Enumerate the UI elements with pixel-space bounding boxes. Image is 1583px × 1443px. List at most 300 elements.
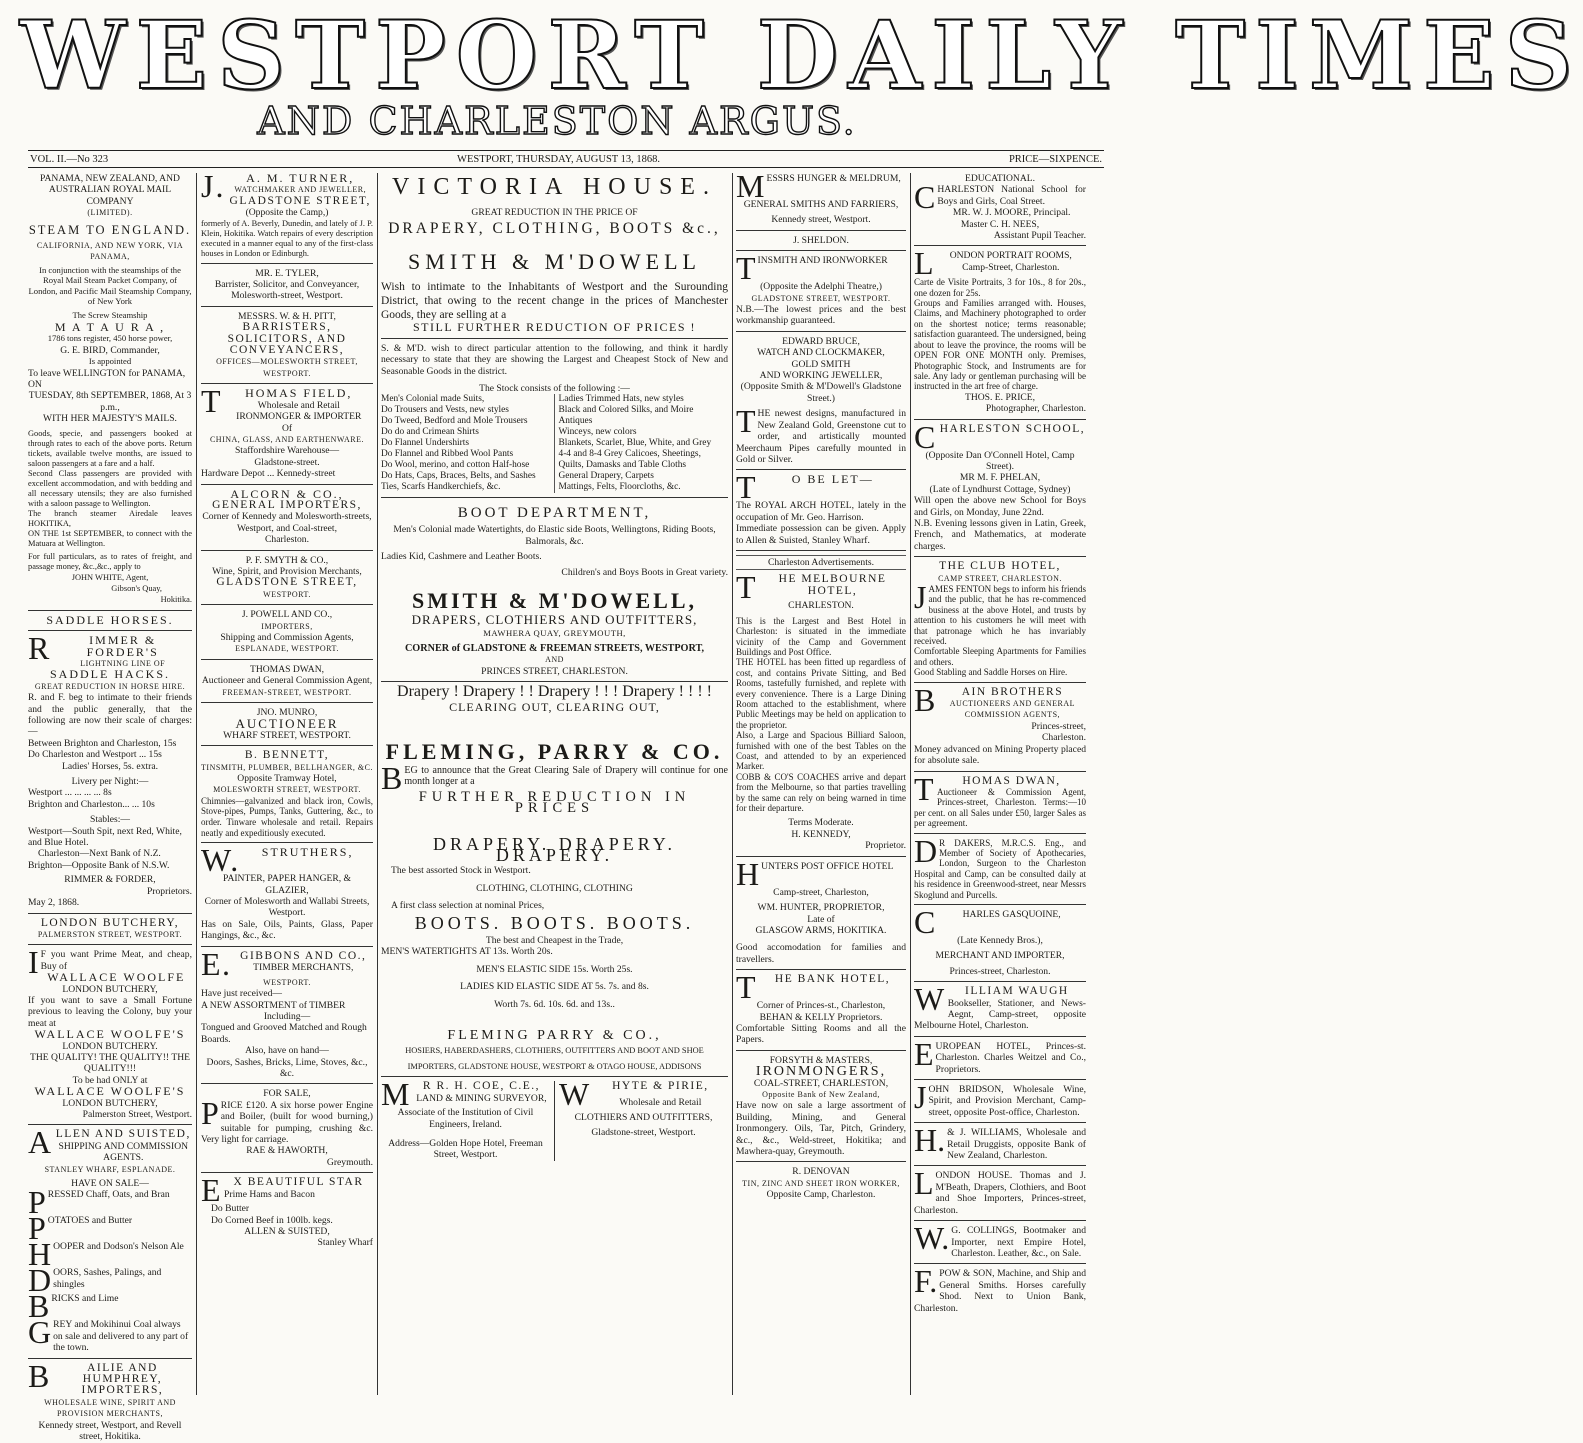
rimmer-text: R. and F. beg to intimate to their friends and the public generally, that the following are now their scale of charges:—: [28, 692, 192, 738]
whyte-pirie-trade: Wholesale and Retail: [619, 1096, 702, 1108]
smyth-heading: P. F. SMYTH & CO.,: [245, 554, 329, 566]
bain-brothers-trade: AUCTIONEERS AND GENERAL COMMISSION AGENTS,: [949, 699, 1076, 720]
mail-company-limited: (LIMITED).: [87, 208, 133, 218]
for-sale-signature: RAE & HAWORTH,: [246, 1145, 328, 1157]
livery-line: Westport ... ... ... ... 8s: [28, 787, 112, 799]
bailie-humphrey-heading: BAILIE AND HUMPHREY, IMPORTERS,: [28, 1357, 164, 1397]
rimmer-date: May 2, 1868.: [28, 897, 80, 909]
turner-street: GLADSTONE STREET,: [229, 194, 371, 207]
woolfe-name: WALLACE WOOLFE: [47, 970, 186, 985]
national-school-teacher: Assistant Pupil Teacher.: [993, 230, 1086, 242]
charleston-school-heading: CHARLESTON SCHOOL,: [914, 418, 1086, 455]
charleston-school-location: (Opposite Dan O'Connell Hotel, Camp Street).: [925, 449, 1075, 472]
still-further-reduction: STILL FURTHER REDUCTION OF PRICES !: [412, 320, 696, 335]
sheldon-heading: J. SHELDON.: [793, 234, 849, 246]
stock-heading: The Stock consists of the following :—: [479, 383, 630, 395]
gibbons-text: Tongued and Grooved Matched and Rough Boards.: [201, 1022, 367, 1045]
field-depot: Hardware Depot ... Kennedy-street: [201, 468, 336, 480]
center-column: [381, 173, 728, 1395]
masthead-title: WESTPORT DAILY TIMES: [20, 1, 1583, 111]
struthers-text: Has on Sale, Oils, Paints, Glass, Paper Hangings, &c., &c.: [201, 918, 373, 942]
drapery-heading: Drapery ! Drapery ! ! Drapery ! ! ! Drapery ! ! ! !: [397, 683, 712, 701]
gibbons-trade: TIMBER MERCHANTS,: [253, 962, 354, 974]
stock-item: Men's Colonial made Suits,: [381, 394, 485, 405]
woolfe-only: To be had ONLY at: [72, 1074, 148, 1086]
portrait-signature: THOS. E. PRICE,: [964, 391, 1036, 403]
williams-text: H.& J. WILLIAMS, Wholesale and Retail Druggists, opposite Bank of New Zealand, Charleston.: [914, 1122, 1086, 1162]
bennett-location: Opposite Tramway Hotel,: [237, 773, 337, 785]
woolfe-quality: THE QUALITY! THE QUALITY!! THE QUALITY!!!: [29, 1051, 191, 1075]
field-ironmonger: IRONMONGER & IMPORTER: [236, 411, 362, 423]
mail-paragraph: Second Class passengers are provided with excellent accommodation, and with bedding and all necessary utensils; they are also furnished with a saloon passage to Wellington.: [28, 468, 192, 508]
hunger-meldrum-heading: MESSRS HUNGER & MELDRUM,: [736, 168, 901, 204]
sale-item: POTATOES and Butter: [28, 1210, 133, 1247]
coe-heading: MR R. H. COE, C.E.,: [381, 1076, 541, 1113]
club-hotel-text: Comfortable Sleeping Apartments for Families and others.: [914, 646, 1086, 667]
tyler-address: Molesworth-street, Westport.: [231, 290, 343, 302]
denovan-address: Opposite Camp, Charleston.: [766, 1189, 876, 1201]
rimmer-signature: RIMMER & FORDER,: [64, 874, 156, 886]
woolfe-butchery: LONDON BUTCHERY,: [62, 983, 158, 995]
screw-steamship: The Screw Steamship: [72, 310, 148, 321]
portrait-rooms-address: Camp-Street, Charleston.: [962, 261, 1060, 273]
whyte-pirie-address: Gladstone-street, Westport.: [591, 1127, 696, 1139]
woolfe-name: WALLACE WOOLFE'S: [34, 1084, 186, 1099]
charleston-school-late: (Late of Lyndhurst Cottage, Sydney): [929, 483, 1071, 495]
hunters-late: Late of: [807, 913, 835, 925]
powell-trade: Shipping and Commission Agents,: [220, 632, 354, 643]
woolfe-address: Palmerston Street, Westport.: [82, 1109, 192, 1120]
denovan-trade: TIN, ZINC AND SHEET IRON WORKER,: [742, 1178, 900, 1188]
price-line: Worth 7s. 6d. 10s. 6d. and 13s..: [494, 998, 615, 1010]
stock-item: Black and Colored Silks, and Moire Antiques: [558, 405, 694, 427]
boot-text: Ladies Kid, Cashmere and Leather Boots.: [381, 551, 542, 563]
for-sale-heading: FOR SALE,: [263, 1088, 311, 1100]
struthers-heading: W.STRUTHERS,: [201, 842, 354, 879]
stables-line: Brighton—Opposite Bank of N.S.W.: [28, 859, 170, 871]
beautiful-star-item: Do Corned Beef in 100lb. kegs.: [211, 1214, 333, 1226]
allen-suisted-agents: SHIPPING AND COMMISSION AGENTS.: [58, 1140, 189, 1164]
melbourne-proprietor: Proprietor.: [865, 840, 906, 852]
agent-name: JOHN WHITE, Agent,: [71, 572, 149, 582]
club-hotel-address: CAMP STREET, CHARLESTON.: [938, 573, 1062, 583]
princes-street: PRINCES STREET, CHARLESTON.: [481, 665, 628, 677]
price-line: LADIES KID ELASTIC SIDE AT 5s. 7s. and 8s.: [460, 981, 649, 993]
european-hotel-text: EUROPEAN HOTEL, Princes-st. Charleston. Charles Weitzel and Co., Proprietors.: [914, 1035, 1086, 1075]
lightning-line: LIGHTNING LINE OF: [80, 658, 166, 668]
field-goods: CHINA, GLASS, AND EARTHENWARE.: [209, 434, 365, 444]
smyth-street: GLADSTONE STREET,: [216, 576, 358, 589]
smith-attention-text: S. & M'D. wish to direct particular attention to the following, and think it hardly necessary to state that they are showing the Largest and Cheapest Stock of New and Seasonable Goods in the district.: [381, 342, 728, 377]
boot-department-heading: BOOT DEPARTMENT,: [457, 505, 652, 522]
bruce-text: THE newest designs, manufactured in New Zealand Gold, Greenstone cut to order, and artistically mounted Meerchaum Pipes carefully mounted in Gold or Silver.: [736, 403, 906, 465]
drapers-clothiers: DRAPERS, CLOTHIERS AND OUTFITTERS,: [411, 612, 698, 628]
stock-item: Ties, Scarfs Handkerchiefs, &c.: [381, 482, 501, 493]
and-line: AND: [545, 655, 564, 665]
forsyth-location: Opposite Bank of New Zealand,: [762, 1089, 880, 1099]
smyth-trade: Wine, Spirit, and Provision Merchants,: [212, 565, 362, 577]
beautiful-star-signature: ALLEN & SUISTED,: [244, 1226, 330, 1237]
mail-paragraph: Goods, specie, and passengers booked at through rates to each of the above ports. Return tickets, available twelve months, are issued to saloon passengers at a fare and a half.: [28, 428, 192, 468]
gasquoine-trade: MERCHANT AND IMPORTER,: [935, 950, 1065, 962]
whyte-pirie-ad: [555, 1076, 728, 1161]
appointed: Is appointed: [88, 356, 132, 367]
boot-text: Children's and Boys Boots in Great variety.: [561, 566, 728, 578]
charleston-school-master: MR M. F. PHELAN,: [959, 472, 1041, 484]
bennett-heading: B. BENNETT,: [244, 749, 330, 762]
importers-line: IMPORTERS, GLADSTONE HOUSE, WESTPORT & OTAGO HOUSE, ADDISONS: [407, 1061, 702, 1071]
stables-heading: Stables:—: [90, 814, 130, 826]
gasquoine-address: Princes-street, Charleston.: [949, 965, 1051, 977]
forsyth-address: COAL-STREET, CHARLESTON,: [753, 1077, 889, 1089]
to-be-let-heading: TO BE LET—: [736, 469, 874, 506]
munro-trade: AUCTIONEER: [235, 716, 339, 732]
turner-text: formerly of A. Beverly, Dunedin, and lately of J. P. Klein, Hokitika. Watch repairs of every description executed in a manner equal to any of the first-class houses in London or Edinburgh.: [201, 218, 373, 258]
bank-hotel-text: Comfortable Sitting Rooms and all the Papers.: [736, 1022, 906, 1046]
stock-item: Do Flannel and Ribbed Wool Pants: [381, 449, 514, 460]
via-line: CALIFORNIA, AND NEW YORK, VIA PANAMA,: [36, 241, 184, 262]
charleston-school-text: N.B. Evening lessons given in Latin, Greek, French, and Mathematics, at moderate charges.: [914, 517, 1086, 552]
portrait-rooms-heading: LONDON PORTRAIT ROOMS,: [914, 245, 1072, 282]
powell-address: ESPLANADE, WESTPORT.: [235, 644, 339, 654]
alcorn-town: Charleston.: [265, 534, 309, 546]
drapery-clothing-boots: DRAPERY, CLOTHING, BOOTS &c.,: [388, 220, 721, 238]
rate-line: Do Charleston and Westport ... 15s: [28, 749, 162, 761]
fleming-parry-intro: BEG to announce that the Great Clearing Sale of Drapery will continue for one month longer at a: [381, 759, 728, 796]
alcorn-address: Corner of Kennedy and Molesworth-streets, Westport, and Coal-street,: [202, 511, 372, 534]
livery-line: Brighton and Charleston... ... 10s: [28, 798, 155, 810]
stock-item: Do Wool, merino, and cotton Half-hose: [381, 460, 530, 471]
powell-importers: IMPORTERS,: [261, 621, 313, 631]
hosiers-line: HOSIERS, HABERDASHERS, CLOTHIERS, OUTFITTERS AND BOOT AND SHOE: [405, 1046, 704, 1056]
sale-item: BRICKS and Lime: [28, 1288, 119, 1325]
column-rule: [377, 173, 378, 1395]
bennett-trade: TINSMITH, PLUMBER, BELLHANGER, &C.: [201, 762, 373, 772]
hunger-meldrum-address: Kennedy street, Westport.: [771, 214, 871, 226]
mawhera-quay: MAWHERA QUAY, GREYMOUTH,: [483, 628, 626, 639]
clothing-triple: CLOTHING, CLOTHING, CLOTHING: [476, 882, 633, 894]
bailie-humphrey-address: Kennedy street, Westport, and Revell street, Hokitika.: [38, 1419, 182, 1443]
forsyth-text: Have now on sale a large assortment of Building, Mining, and General Ironmongery. Oils, Tar, Pitch, Grindery, &c., &c., Weld-street, Hokitika; and Mawhera-quay, Greymouth.: [736, 1100, 906, 1157]
issue-date: WESTPORT, THURSDAY, AUGUST 13, 1868.: [457, 153, 661, 165]
for-sale-town: Greymouth.: [326, 1156, 373, 1168]
mail-paragraph: The branch steamer Airedale leaves HOKITIKA,: [28, 508, 192, 528]
price-line: MEN'S WATERTIGHTS AT 13s. Worth 20s.: [381, 946, 553, 958]
bennett-street: MOLESWORTH STREET, WESTPORT.: [213, 785, 361, 795]
hunters-address: Camp-street, Charleston,: [773, 886, 869, 898]
stock-table: [381, 394, 728, 493]
fleming-parry-footer: FLEMING PARRY & CO.,: [447, 1028, 662, 1043]
gasquoine-late: (Late Kennedy Bros.),: [957, 934, 1043, 946]
london-house-text: LONDON HOUSE. Thomas and J. M'Beath, Drapers, Clothiers, and Boot and Shoe Importers, Princes-street, Charleston.: [914, 1165, 1086, 1216]
horse-hire-reduction: GREAT REDUCTION IN HORSE HIRE.: [34, 681, 186, 691]
sailing-date: TUESDAY, 8th SEPTEMBER, 1868, At 3 p.m.,: [28, 390, 192, 413]
club-hotel-heading: THE CLUB HOTEL,: [939, 560, 1061, 573]
field-of: Of: [281, 422, 293, 434]
first-class-selection: A first class selection at nominal Prices,: [391, 900, 545, 912]
hunters-glasgow: GLASGOW ARMS, HOKITIKA.: [755, 924, 887, 936]
dateline: [28, 150, 1104, 168]
to-be-let-text: The ROYAL ARCH HOTEL, lately in the occupation of Mr. Geo. Harrison.: [736, 500, 906, 523]
national-school-principal: MR. W. J. MOORE, Principal.: [952, 207, 1071, 219]
melbourne-proprietor-name: H. KENNEDY,: [791, 828, 851, 840]
stock-mens-column: [381, 394, 555, 493]
woolfe-text: If you want to save a Small Fortune previous to leaving the Colony, buy your meat at: [28, 994, 192, 1029]
rimmer-forder-heading: RIMMER & FORDER'S: [28, 630, 159, 667]
tyler-profession: Barrister, Solicitor, and Conveyancer,: [214, 279, 360, 291]
sheldon-text: N.B.—The lowest prices and the best workmanship guaranteed.: [736, 304, 906, 327]
collings-text: W.G. COLLINGS, Bootmaker and Importer, next Empire Hotel, Charleston. Leather, &c., on Sale.: [914, 1220, 1086, 1259]
stock-item: Do Tweed, Bedford and Mole Trousers: [381, 416, 528, 427]
rimmer-proprietors: Proprietors.: [146, 885, 192, 897]
dwan-trade: Auctioneer and General Commission Agent,: [201, 675, 373, 687]
gibbons-text: Doors, Sashes, Bricks, Lime, Stoves, &c., &c.: [206, 1056, 368, 1079]
hunger-meldrum-trade: GENERAL SMITHS AND FARRIERS,: [743, 199, 899, 210]
melbourne-hotel-heading: THE MELBOURNE HOTEL,: [736, 569, 887, 606]
column-rule: [910, 173, 911, 1395]
column-2: [201, 168, 373, 1395]
dwan-address: FREEMAN-STREET, WESTPORT.: [222, 687, 352, 697]
stables-line: Westport—South Spit, next Red, White, and Blue Hotel.: [28, 825, 182, 849]
masthead-subtitle: AND CHARLESTON ARGUS.: [257, 99, 857, 143]
smith-mdowell-bold: SMITH & M'DOWELL,: [411, 588, 698, 614]
woolfe-butchery: LONDON BUTCHERY.: [62, 1040, 158, 1052]
sale-item: PRESSED Chaff, Oats, and Bran: [28, 1184, 170, 1221]
ship-tons: 1786 tons register, 450 horse power,: [47, 333, 173, 344]
smith-mdowell-heading: SMITH & M'DOWELL: [408, 249, 701, 275]
thomas-dwan-text: Auctioneer & Commission Agent, Princes-street, Charleston. Terms:—10 per cent. on all Sales under £50, larger Sales as per agreement.: [914, 786, 1086, 829]
bruce-goldsmith: GOLD SMITH: [791, 358, 851, 370]
drapery-triple: DRAPERY. DRAPERY. DRAPERY.: [433, 833, 676, 865]
price: PRICE—SIXPENCE.: [1008, 153, 1102, 165]
national-school-text: CHARLESTON National School for Boys and Girls, Coal Street.: [914, 179, 1086, 216]
to-be-let-text: Immediate possession can be given. Apply to Allen & Suisted, Stanley Wharf.: [736, 523, 906, 546]
denovan-heading: R. DENOVAN: [792, 1166, 850, 1178]
stock-item: Do Trousers and Vests, new styles: [381, 405, 509, 416]
bain-brothers-heading: BAIN BROTHERS: [914, 681, 1064, 718]
melbourne-text: THE HOTEL has been fitted up regardless of cost, and contains Private Sitting, and Bed Rooms, tastefully furnished, and replete with every convenience. There is a Large Dining Room attached to the establishment, where Public Meetings may be held on application to the proprietor.: [736, 657, 906, 730]
ship-name: M A T A U R A ,: [54, 319, 166, 334]
mail-company-heading: PANAMA, NEW ZEALAND, AND AUSTRALIAN ROYAL MAIL COMPANY: [40, 173, 180, 207]
stock-item: 4-4 and 8-4 Grey Calicoes, Sheetings,: [558, 449, 701, 460]
alcorn-heading: ALCORN & CO.,: [230, 486, 344, 501]
bottom-ads: [381, 1076, 728, 1161]
powell-heading: J. POWELL AND CO.,: [241, 609, 333, 621]
munro-address: WHARF STREET, WESTPORT.: [223, 729, 351, 741]
hunters-text: Good accomodation for families and travellers.: [736, 942, 906, 965]
coe-association: Associate of the Institution of Civil Engineers, Ireland.: [397, 1107, 534, 1130]
column-1: [28, 173, 192, 1443]
thomas-dwan-heading: THOMAS DWAN,: [914, 770, 1061, 807]
whyte-pirie-clothiers: CLOTHIERS AND OUTFITTERS,: [574, 1112, 713, 1124]
stock-item: Ladies Trimmed Hats, new styles: [558, 394, 684, 405]
bain-brothers-town: Charleston.: [1042, 732, 1086, 744]
stock-item: Winceys, new colors: [558, 427, 637, 438]
hunters-proprietor: WM. HUNTER, PROPRIETOR,: [757, 902, 885, 914]
stock-item: Mattings, Felts, Floorcloths, &c.: [558, 482, 681, 493]
sale-item: HOOPER and Dodson's Nelson Ale: [28, 1236, 184, 1273]
gibbons-heading: E.GIBBONS AND CO.,: [201, 945, 367, 982]
bruce-trade: WATCH AND CLOCKMAKER,: [757, 347, 885, 359]
stock-ladies-column: [555, 394, 729, 493]
stock-item: Quilts, Damasks and Table Cloths: [558, 460, 687, 471]
best-cheapest: The best and Cheapest in the Trade,: [485, 934, 624, 946]
bain-brothers-text: Money advanced on Mining Property placed for absolute sale.: [914, 743, 1086, 767]
charleston-advertisements: Charleston Advertisements.: [736, 555, 906, 570]
stock-item: Do Hats, Caps, Braces, Belts, and Sashes: [381, 471, 536, 482]
turner-trade: WATCHMAKER AND JEWELLER,: [234, 185, 367, 195]
coe-ad: [381, 1076, 555, 1161]
alcorn-trade: GENERAL IMPORTERS,: [212, 498, 362, 511]
allen-suisted-address: STANLEY WHARF, ESPLANADE.: [44, 1164, 176, 1174]
best-assorted: The best assorted Stock in Westport.: [391, 865, 531, 877]
fleming-parry-heading: FLEMING, PARRY & CO.: [385, 738, 724, 764]
coe-address: Address—Golden Hope Hotel, Freeman Street, Westport.: [388, 1138, 543, 1161]
mail-paragraph: For full particulars, as to rates of freight, and passage money, &c.,&c., apply to: [28, 551, 192, 571]
mail-paragraph: ON THE 1st SEPTEMBER, to connect with the Matuara at Wellington.: [28, 528, 192, 548]
stock-item: Do Flannel Undershirts: [381, 438, 470, 449]
leave-line: To leave WELLINGTON for PANAMA, ON: [28, 367, 186, 390]
conjunction-text: In conjunction with the steamships of the Royal Mail Steam Packet Company, of London, and Pacific Mail Steamship Company, of New York: [28, 264, 192, 307]
corner-gladstone: CORNER of GLADSTONE & FREEMAN STREETS, WESTPORT,: [404, 642, 705, 654]
agent-quay: Gibson's Quay,: [111, 583, 162, 593]
pitt-heading: MESSRS. W. & H. PITT,: [238, 310, 336, 322]
munro-heading: JNO. MUNRO,: [256, 707, 318, 719]
butchery-heading: LONDON BUTCHERY,: [40, 916, 180, 929]
field-trade: Wholesale and Retail: [257, 399, 340, 411]
volume-number: VOL. II.—No 323: [30, 153, 109, 165]
coe-profession: LAND & MINING SURVEYOR,: [416, 1092, 547, 1104]
turner-location: (Opposite the Camp,): [245, 207, 329, 219]
melbourne-hotel-town: CHARLESTON.: [788, 600, 854, 612]
victoria-house-heading: VICTORIA HOUSE.: [392, 174, 717, 200]
bridson-text: JOHN BRIDSON, Wholesale Wine, Spirit, and Provision Merchant, Camp-street, opposite Post-office, Charleston.: [914, 1079, 1086, 1118]
column-rule: [732, 173, 733, 1395]
waugh-text: Bookseller, Stationer, and News-Aegnt, Camp-street, opposite Melbourne Hotel, Charleston.: [914, 997, 1086, 1032]
turner-heading: J.A. M. TURNER,: [201, 168, 355, 204]
dwan-heading: THOMAS DWAN,: [249, 663, 325, 675]
pow-son-text: F.POW & SON, Machine, and Ship and General Smiths. Horses carefully Shod. Next to Union Bank, Charleston.: [914, 1263, 1086, 1314]
educational-heading: EDUCATIONAL.: [964, 173, 1036, 184]
field-heading: THOMAS FIELD,: [201, 383, 353, 420]
allen-suisted-heading: ALLEN AND SUISTED,: [28, 1124, 191, 1161]
whyte-pirie-heading: WHYTE & PIRIE,: [559, 1076, 709, 1113]
great-reduction: GREAT REDUCTION IN THE PRICE OF: [471, 207, 638, 218]
bank-hotel-proprietors: BEHAN & KELLY Proprietors.: [759, 1011, 883, 1023]
stock-item: Blankets, Scarlet, Blue, White, and Grey: [558, 438, 712, 449]
column-6: [914, 173, 1086, 1395]
sheldon-location: (Opposite the Adelphi Theatre,): [760, 281, 882, 293]
commander: G. E. BIRD, Commander,: [60, 344, 160, 356]
gibbons-text: A NEW ASSORTMENT of TIMBER: [201, 999, 346, 1011]
bank-hotel-heading: THE BANK HOTEL,: [736, 969, 891, 1006]
sale-item: GREY and Mokihinui Coal always on sale and delivered to any part of the town.: [28, 1314, 189, 1354]
on-sale: HAVE ON SALE—: [71, 1178, 149, 1190]
rate-line: Between Brighton and Charleston, 15s: [28, 737, 177, 749]
bank-hotel-address: Corner of Princes-st., Charleston,: [756, 1000, 886, 1012]
gasquoine-heading: CHARLES GASQUOINE,: [914, 903, 1061, 940]
column-5: [736, 168, 906, 1395]
beautiful-star-heading: EX BEAUTIFUL STAR: [201, 1172, 364, 1209]
steam-heading: STEAM TO ENGLAND.: [28, 222, 192, 237]
melbourne-terms: Terms Moderate.: [788, 817, 854, 829]
portrait-text: Carte de Visite Portraits, 3 for 10s., 8 for 20s., one dozen for 25s.: [914, 277, 1086, 298]
gibbons-text: Including—: [263, 1010, 311, 1022]
hunters-heading: HUNTERS POST OFFICE HOTEL: [736, 855, 894, 892]
mails-line: WITH HER MAJESTY'S MAILS.: [43, 413, 177, 425]
pitt-address: OFFICES—MOLESWORTH STREET, WESTPORT.: [216, 357, 358, 378]
bruce-heading: EDWARD BRUCE,: [782, 335, 860, 347]
bain-brothers-street: Princes-street,: [1031, 720, 1086, 732]
bennett-text: Chimnies—galvanized and black iron, Cowls, Stove-pipes, Pumps, Tanks, Guttering, &c., to order. Tinware wholesale and retail. Repairs neatly and expeditiously executed.: [201, 795, 373, 838]
national-school-master: Master C. H. NEES,: [960, 218, 1040, 230]
rate-line: Ladies' Horses, 5s. extra.: [61, 760, 159, 772]
agent-town: Hokitika.: [160, 595, 192, 605]
clearing-out: CLEARING OUT, CLEARING OUT,: [449, 699, 660, 714]
saddle-hacks: SADDLE HACKS.: [49, 667, 170, 682]
bailie-humphrey-trade: WHOLESALE WINE, SPIRIT AND PROVISION MERCHANTS,: [44, 1397, 176, 1419]
sheldon-trade: TINSMITH AND IRONWORKER: [736, 250, 888, 287]
boots-triple: BOOTS. BOOTS. BOOTS.: [414, 912, 695, 933]
dakers-text: DR DAKERS, M.R.C.S. Eng., and Member of Society of Apothecaries, London, Surgeon to the Charleston Hospital and Camp, can be consulted daily at his residence in Greenwood-street, near Messrs Skoglund and Purcells.: [914, 832, 1086, 900]
column-rule: [196, 173, 197, 1395]
price-line: MEN'S ELASTIC SIDE 15s. Worth 25s.: [476, 963, 633, 975]
struthers-trade: PAINTER, PAPER HANGER, & GLAZIER,: [222, 873, 352, 896]
melbourne-text: Also, a Large and Spacious Billiard Saloon, furnished with one of the best Tables on the Coast, and attended to by an experienced Marker.: [736, 730, 906, 772]
beautiful-star-item: Do Butter: [211, 1203, 250, 1215]
gibbons-text: Also, have on hand—: [245, 1045, 329, 1057]
beautiful-star-item: Prime Hams and Bacon: [224, 1188, 315, 1200]
pitt-profession: BARRISTERS, SOLICITORS, AND CONVEYANCERS,: [227, 321, 347, 357]
melbourne-text: COBB & CO'S COACHES arrive and depart from the Melbourne, so that parties travelling by the same can rely on being warned in time for their departure.: [736, 771, 906, 814]
portrait-photographer: Photographer, Charleston.: [985, 403, 1086, 415]
gibbons-town: WESTPORT.: [263, 977, 311, 987]
bruce-location: (Opposite Smith & M'Dowell's Gladstone Street.): [740, 381, 902, 404]
sheldon-street: GLADSTONE STREET, WESTPORT.: [751, 293, 891, 303]
for-sale-text: PRICE £120. A six horse power Engine and Boiler, (built for wood burning,) suitable for pumping, crushing &c. Very light for carriage.: [201, 1094, 373, 1145]
charleston-school-text: Will open the above new School for Boys and Girls, on Monday, June 22nd.: [914, 495, 1086, 518]
waugh-heading: WILLIAM WAUGH: [914, 981, 1069, 1018]
smyth-town: WESTPORT.: [263, 589, 311, 599]
beautiful-star-address: Stanley Wharf: [317, 1237, 373, 1249]
woolfe-intro: IF you want Prime Meat, and cheap, Buy of: [28, 944, 192, 981]
club-hotel-text: Good Stabling and Saddle Horses on Hire.: [914, 667, 1068, 678]
boot-text: Men's Colonial made Watertights, do Elastic side Boots, Wellingtons, Riding Boots, Balmorals, &c.: [393, 524, 716, 547]
stables-line: Charleston—Next Bank of N.Z.: [38, 848, 161, 860]
sale-item: DOORS, Sashes, Palings, and shingles: [28, 1262, 162, 1299]
tyler-heading: MR. E. TYLER,: [255, 267, 319, 279]
struthers-address: Corner of Molesworth and Wallabi Streets, Westport.: [204, 896, 370, 919]
butchery-address: PALMERSTON STREET, WESTPORT.: [37, 929, 183, 939]
stock-item: General Drapery, Carpets: [558, 471, 654, 482]
victoria-intro: Wish to intimate to the Inhabitants of Westport and the Surounding District, that owing to the recent change in the prices of Manchester Goods, they are selling at a: [381, 281, 728, 322]
club-hotel-text: JAMES FENTON begs to inform his friends and the public, that he has re-commenced business at the above Hotel, and trusts by attention to his customers he will meet with that patronage which he has invariably received.: [914, 579, 1086, 647]
forsyth-heading: FORSYTH & MASTERS,: [769, 1054, 873, 1066]
livery-heading: Livery per Night:—: [71, 776, 149, 788]
masthead: [0, 0, 1583, 152]
stock-item: Do do and Crimean Shirts: [381, 427, 479, 438]
gibbons-text: Have just received—: [201, 988, 282, 1000]
portrait-text: Groups and Families arranged with. Houses, Claims, and Machinery photographed to order on the shortest notice; terms reasonable; satisfaction guaranteed. The undersigned, being about to leave the province, the rooms will be OPEN FOR ONE MONTH only. Premises, Photographic Stock, and Instruments are for sale. Any lady or gentleman purchasing will be instructed in the art free of charge.: [914, 298, 1086, 392]
field-street: Gladstone-street.: [254, 456, 320, 468]
woolfe-name: WALLACE WOOLFE'S: [34, 1027, 186, 1042]
bruce-jeweller: AND WORKING JEWELLER,: [759, 370, 883, 382]
melbourne-text: This is the Largest and Best Hotel in Charleston: is situated in the immediate vicinity of the Camp and Government Buildings and Post Office.: [736, 615, 906, 657]
woolfe-butchery: LONDON BUTCHERY,: [62, 1097, 158, 1109]
saddle-horses-heading: SADDLE HORSES.: [46, 612, 174, 627]
forsyth-trade: IRONMONGERS,: [755, 1064, 887, 1080]
field-warehouse: Staffordshire Warehouse—: [234, 445, 340, 457]
